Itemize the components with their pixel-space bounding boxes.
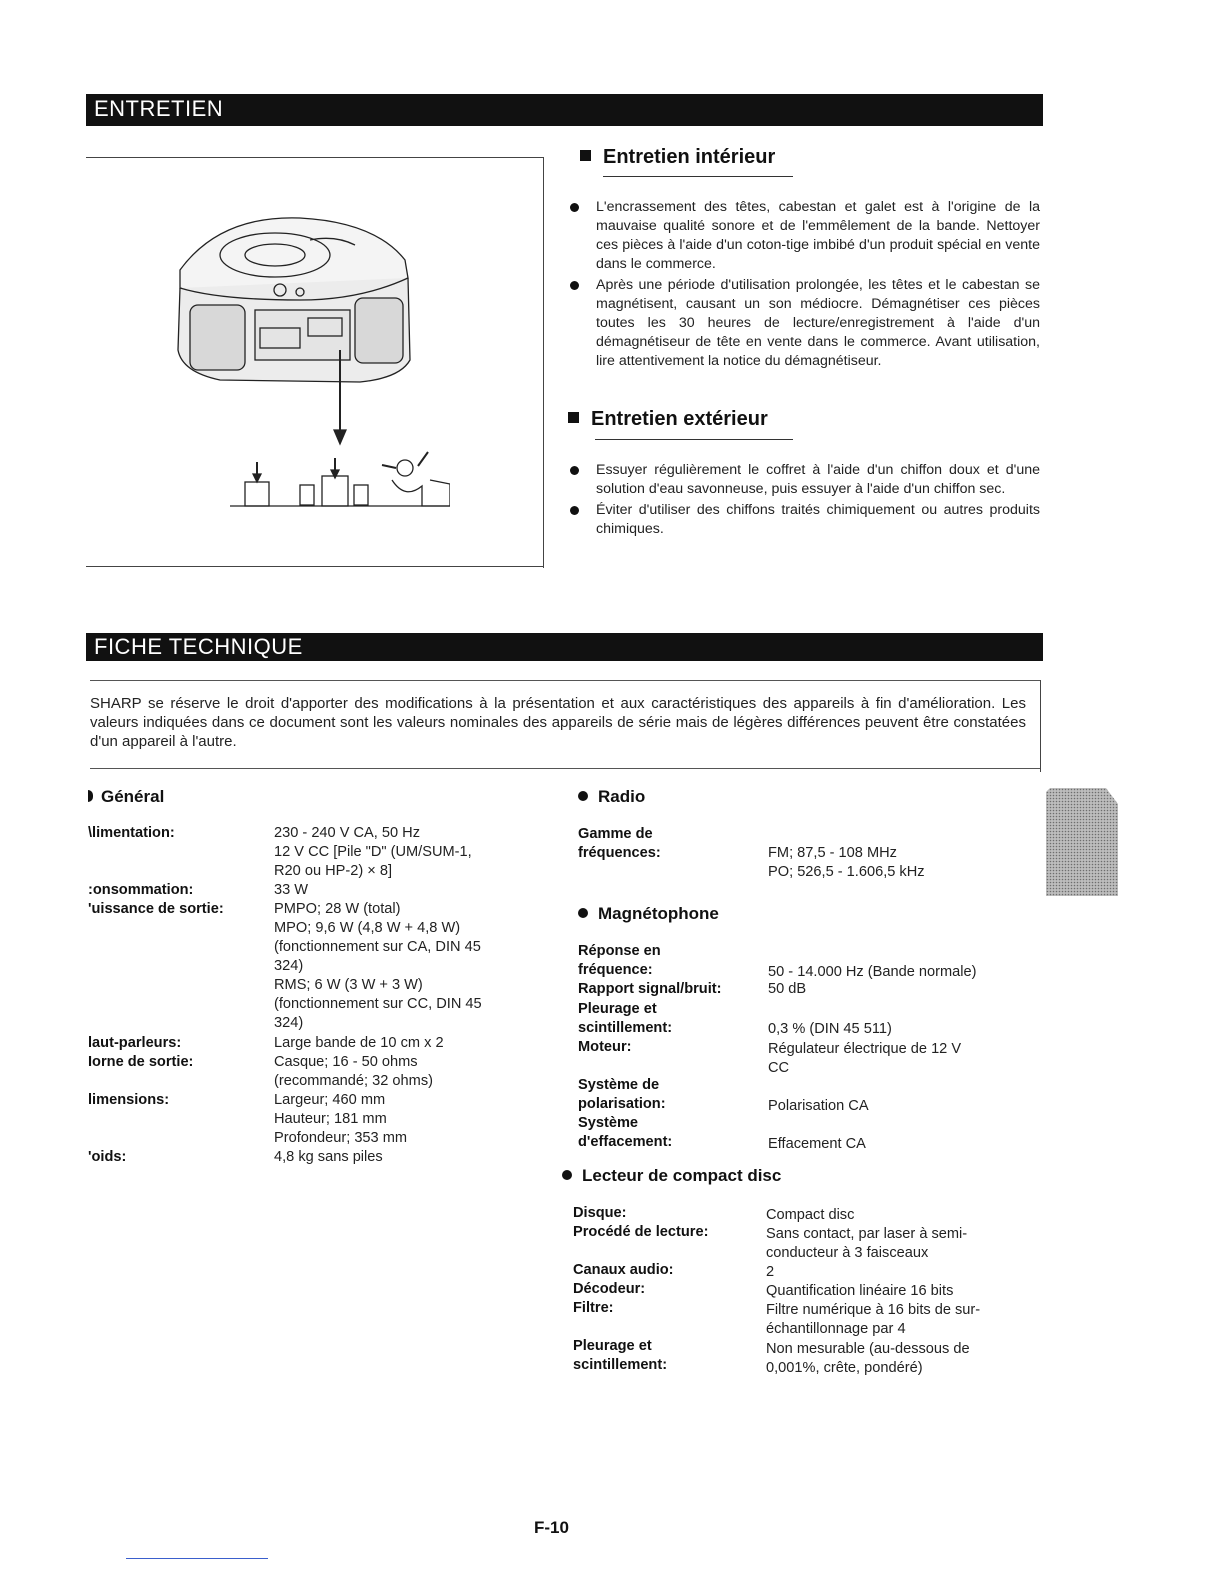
bullet-icon	[562, 1170, 572, 1180]
bullet-icon	[578, 908, 588, 918]
spec-value: 2	[766, 1264, 775, 1280]
bullet-icon	[570, 281, 579, 290]
bullet-icon	[88, 790, 93, 802]
bullet-icon	[570, 466, 579, 475]
spec-value: Largeur; 460 mm Hauteur; 181 mm Profondeur; 353 mm	[274, 1092, 408, 1146]
spec-key: Moteur:	[578, 1039, 632, 1055]
interieur-title: Entretien intérieur	[603, 146, 776, 168]
spec-key: limensions:	[88, 1092, 170, 1108]
spec-key: Disque:	[573, 1205, 627, 1221]
exterieur-list	[568, 461, 1040, 541]
spec-key: Système d'effacement:	[578, 1115, 673, 1150]
list-item: Essuyer régulièrement le coffret à l'aide d'un chiffon doux et d'une solution d'eau savonneuse, puis essuyer à l'aide d'un chiffon sec.	[568, 461, 1040, 499]
spec-key: \limentation:	[88, 825, 175, 841]
spec-key: :onsommation:	[88, 882, 194, 898]
exterieur-heading	[568, 408, 768, 431]
square-bullet-icon	[568, 412, 579, 423]
list-item: L'encrassement des têtes, cabestan et galet est à l'origine de la mauvaise qualité sonore et de l'emmêlement de la bande. Nettoyer ces pièces à l'aide d'un coton-tige imbibé d'un produit spécial en vente dans le commerce.	[568, 198, 1040, 274]
spec-key: Décodeur:	[573, 1281, 646, 1297]
notice-rule-right	[1040, 680, 1041, 772]
entretien-title: ENTRETIEN	[94, 96, 224, 121]
spec-value: Non mesurable (au-dessous de 0,001%, crête, pondéré)	[766, 1341, 970, 1376]
side-tab-marker	[1046, 788, 1118, 896]
cd-heading: Lecteur de compact disc	[562, 1166, 781, 1186]
spec-value: Quantification linéaire 16 bits	[766, 1283, 954, 1299]
exterieur-underline	[595, 439, 793, 440]
spec-key: Iorne de sortie:	[88, 1054, 194, 1070]
spec-key: 'uissance de sortie:	[88, 901, 224, 917]
list-item: Éviter d'utiliser des chiffons traités chimiquement ou autres produits chimiques.	[568, 501, 1040, 539]
spec-key: Procédé de lecture:	[573, 1224, 709, 1240]
general-heading: Général	[88, 787, 164, 807]
spec-value: Effacement CA	[768, 1136, 866, 1152]
spec-value: Compact disc	[766, 1207, 855, 1223]
bullet-icon	[570, 506, 579, 515]
notice-rule-bottom	[90, 768, 1040, 769]
bullet-icon	[578, 791, 588, 801]
boombox-illustration	[160, 200, 450, 520]
spec-key: Pleurage et scintillement:	[573, 1338, 668, 1373]
interieur-heading	[580, 146, 775, 169]
spec-key: Réponse en fréquence:	[578, 943, 661, 978]
spec-value: Polarisation CA	[768, 1098, 869, 1114]
illustration-frame-bottom	[86, 566, 544, 567]
spec-value: Large bande de 10 cm x 2	[274, 1035, 444, 1051]
spec-key: laut-parleurs:	[88, 1035, 182, 1051]
spec-key: Système de polarisation:	[578, 1077, 666, 1112]
spec-key: Canaux audio:	[573, 1262, 674, 1278]
notice-text: SHARP se réserve le droit d'apporter des modifications à la présentation et aux caractéristiques des appareils à fin d'amélioration. Les valeurs indiquées dans ce document sont les valeurs nominales des appareils de série mais de légères différences peuvent être constatées d'un appareil à l'autre.	[90, 695, 1026, 750]
general-specs	[88, 824, 548, 1184]
illustration-frame-right	[543, 157, 544, 568]
spec-key: 'oids:	[88, 1149, 127, 1165]
spec-key: Pleurage et scintillement:	[578, 1001, 673, 1036]
magnetophone-heading: Magnétophone	[578, 904, 719, 924]
page-number: F-10	[534, 1518, 569, 1537]
spec-value: PMPO; 28 W (total) MPO; 9,6 W (4,8 W + 4,8 W) (fonctionnement sur CA, DIN 45 324) RMS; 6 W (3 W + 3 W) (fonctionnement sur CC, DIN 45 324)	[274, 901, 482, 1031]
interieur-list	[568, 198, 1040, 373]
exterieur-title: Entretien extérieur	[591, 408, 768, 430]
spec-key: Rapport signal/bruit:	[578, 981, 722, 997]
bottom-rule	[126, 1558, 268, 1559]
list-item: Après une période d'utilisation prolongée, les têtes et le cabestan se magnétisent, causant un son médiocre. Démagnétiser ces pièces toutes les 30 heures de lecture/enregistrement à l'aide d'un démagnétiseur de tête en vente dans le commerce. Avant utilisation, lire attentivement la notice du démagnétiseur.	[568, 276, 1040, 371]
radio-specs	[578, 825, 1038, 885]
illustration-frame-top	[86, 157, 544, 158]
spec-value: Filtre numérique à 16 bits de sur- échantillonnage par 4	[766, 1302, 981, 1337]
spec-value: 33 W	[274, 882, 309, 898]
spec-value: Casque; 16 - 50 ohms (recommandé; 32 ohms)	[274, 1054, 433, 1089]
magnetophone-specs	[578, 942, 1038, 1157]
spec-value: 0,3 % (DIN 45 511)	[768, 1021, 892, 1037]
spec-value: 50 - 14.000 Hz (Bande normale)	[768, 964, 977, 980]
square-bullet-icon	[580, 150, 591, 161]
spec-value: 230 - 240 V CA, 50 Hz 12 V CC [Pile "D" (UM/SUM-1, R20 ou HP-2) × 8]	[274, 825, 472, 879]
fiche-header-bar	[86, 633, 1043, 661]
spec-value: Sans contact, par laser à semi- conducteur à 3 faisceaux	[766, 1226, 968, 1261]
spec-value: 50 dB	[768, 981, 807, 997]
fiche-title: FICHE TECHNIQUE	[94, 634, 303, 659]
spec-value: Régulateur électrique de 12 V CC	[768, 1041, 962, 1076]
radio-heading: Radio	[578, 787, 645, 807]
spec-value: FM; 87,5 - 108 MHz PO; 526,5 - 1.606,5 kHz	[768, 845, 925, 880]
interieur-underline	[603, 176, 793, 177]
spec-key: Filtre:	[573, 1300, 614, 1316]
bullet-icon	[570, 203, 579, 212]
notice-rule-top	[90, 680, 1040, 681]
cd-specs	[573, 1204, 1043, 1384]
spec-key: Gamme de fréquences:	[578, 826, 661, 861]
spec-value: 4,8 kg sans piles	[274, 1149, 383, 1165]
entretien-header-bar	[86, 94, 1043, 126]
